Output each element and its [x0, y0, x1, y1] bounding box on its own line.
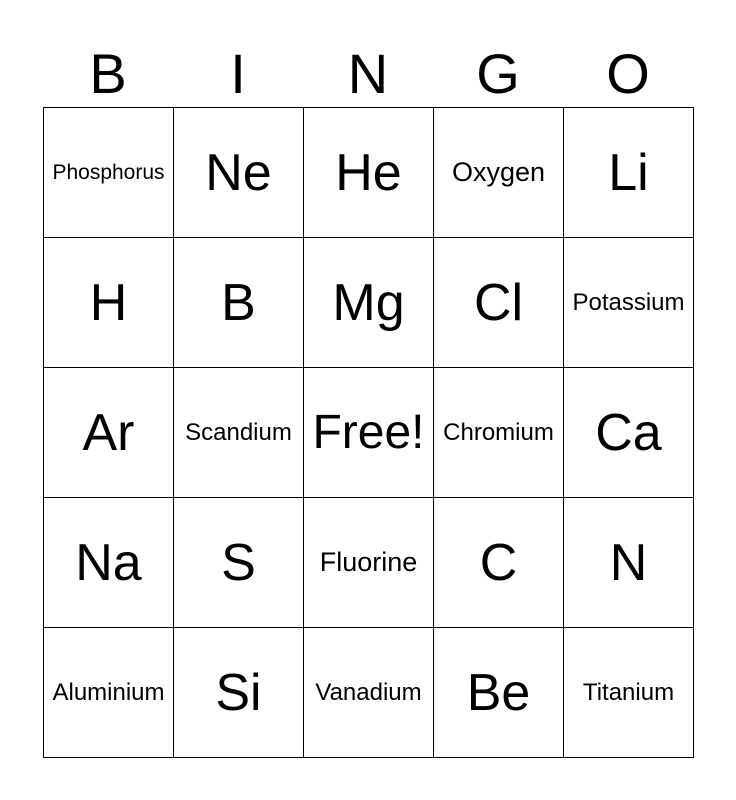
bingo-cell-r1-c2[interactable]	[174, 108, 304, 238]
cell-label: He	[335, 143, 402, 202]
cell-label: N	[609, 533, 648, 592]
cell-label: C	[479, 533, 518, 592]
cell-label: Li	[608, 143, 649, 202]
bingo-cell-r2-c1[interactable]	[44, 238, 174, 368]
bingo-cell-r3-c5[interactable]	[564, 368, 694, 498]
bingo-cell-r4-c3[interactable]	[304, 498, 434, 628]
bingo-free-space[interactable]	[304, 368, 434, 498]
header-letter-b: B	[89, 41, 127, 105]
header-letter-o: O	[606, 41, 650, 105]
bingo-cell-r2-c3[interactable]	[304, 238, 434, 368]
bingo-cell-r1-c3[interactable]	[304, 108, 434, 238]
cell-label: Chromium	[443, 418, 554, 446]
cell-label: H	[89, 273, 128, 332]
bingo-cell-r5-c1[interactable]	[44, 628, 174, 758]
cell-label: Scandium	[185, 418, 292, 446]
cell-label: Fluorine	[319, 547, 418, 577]
cell-label: Oxygen	[451, 157, 546, 187]
bingo-cell-r2-c4[interactable]	[434, 238, 564, 368]
cell-label: Na	[75, 533, 142, 592]
bingo-cell-r2-c5[interactable]	[564, 238, 694, 368]
cell-label: Titanium	[582, 678, 675, 706]
bingo-cell-r4-c4[interactable]	[434, 498, 564, 628]
cell-label: Free!	[312, 405, 425, 459]
bingo-cell-r3-c4[interactable]	[434, 368, 564, 498]
cell-label: Be	[466, 663, 531, 722]
bingo-cell-r3-c2[interactable]	[174, 368, 304, 498]
cell-label: Aluminium	[52, 678, 165, 706]
bingo-cell-r3-c1[interactable]	[44, 368, 174, 498]
cell-label: Potassium	[572, 288, 685, 316]
cell-label: Si	[215, 663, 262, 722]
bingo-cell-r1-c5[interactable]	[564, 108, 694, 238]
bingo-cell-r1-c4[interactable]	[434, 108, 564, 238]
cell-label: Vanadium	[315, 678, 422, 706]
bingo-cell-r2-c2[interactable]	[174, 238, 304, 368]
bingo-cell-r4-c5[interactable]	[564, 498, 694, 628]
cell-label: Cl	[473, 273, 524, 332]
cell-label: B	[221, 273, 256, 332]
header-letter-i: I	[230, 41, 246, 105]
bingo-cell-r5-c4[interactable]	[434, 628, 564, 758]
bingo-header	[43, 40, 693, 107]
bingo-cell-r4-c2[interactable]	[174, 498, 304, 628]
header-letter-g: G	[476, 41, 520, 105]
cell-label: S	[221, 533, 256, 592]
bingo-cell-r1-c1[interactable]	[44, 108, 174, 238]
bingo-cell-r5-c3[interactable]	[304, 628, 434, 758]
cell-label: Ca	[595, 403, 662, 462]
cell-label: Mg	[332, 273, 405, 332]
bingo-cell-r4-c1[interactable]	[44, 498, 174, 628]
header-letter-n: N	[347, 41, 389, 105]
cell-label: Ne	[205, 143, 272, 202]
bingo-board	[43, 107, 694, 758]
bingo-cell-r5-c2[interactable]	[174, 628, 304, 758]
bingo-cell-r5-c5[interactable]	[564, 628, 694, 758]
cell-label: Ar	[82, 403, 135, 462]
cell-label: Phosphorus	[52, 161, 165, 184]
